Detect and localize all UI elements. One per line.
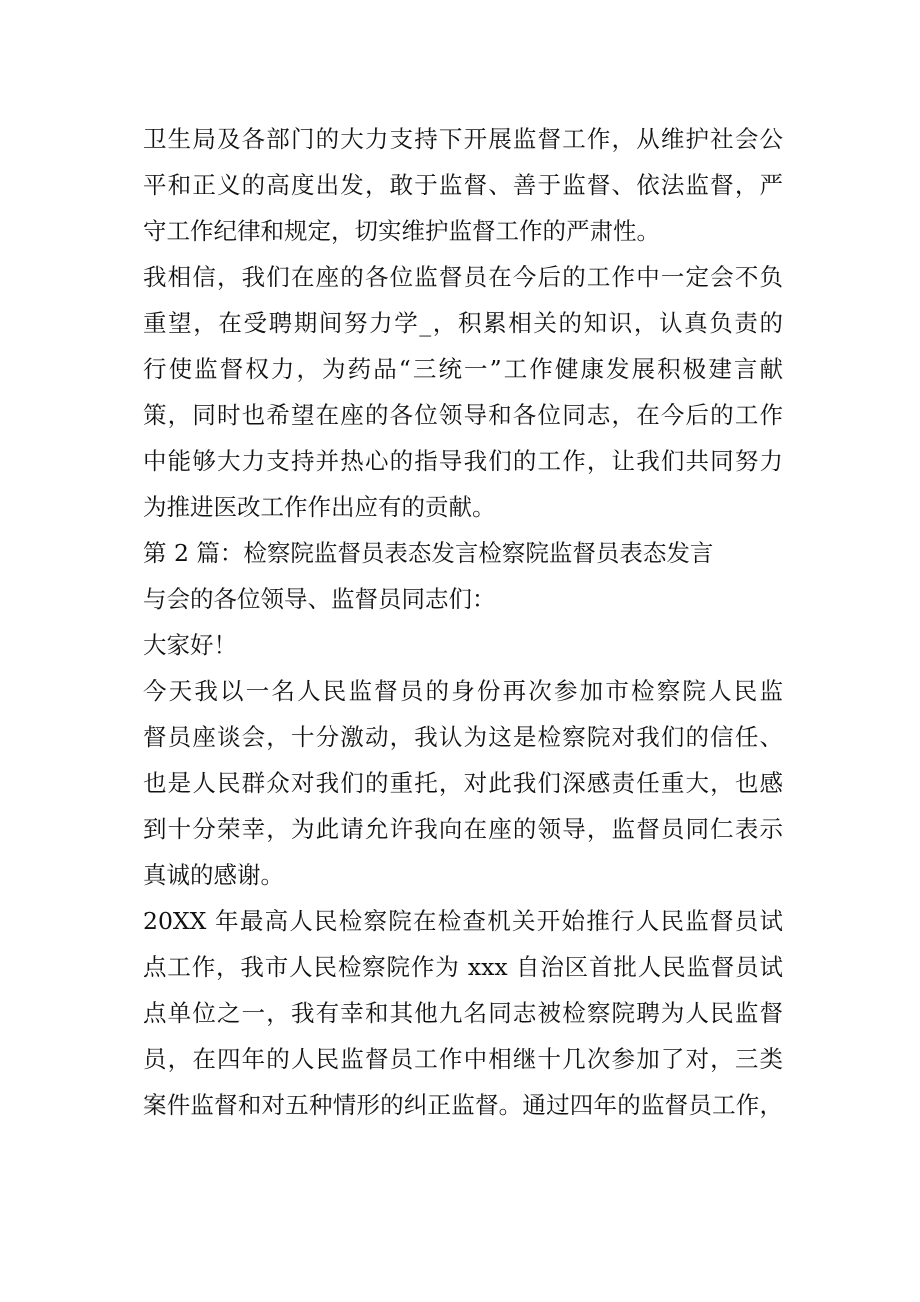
document-body [143,116,783,1128]
text-line: 中能够大力支持并热心的指导我们的工作，让我们共同努力 [143,447,783,475]
text-line: 到十分荣幸，为此请允许我向在座的领导，监督员同仁表示 [143,815,783,843]
text-line: 也是人民群众对我们的重托，对此我们深感责任重大，也感 [143,769,783,797]
text-line: 点工作，我市人民检察院作为 xxx 自治区首批人民监督员试 [143,953,783,981]
text-line: 案件监督和对五种情形的纠正监督。通过四年的监督员工作， [143,1091,783,1119]
text-line: 20XX 年最高人民检察院在检查机关开始推行人民监督员试 [143,907,783,935]
text-line: 平和正义的高度出发，敢于监督、善于监督、依法监督，严 [143,171,783,199]
section-heading: 第 2 篇：检察院监督员表态发言检察院监督员表态发言 [143,539,714,567]
text-line: 点单位之一，我有幸和其他九名同志被检察院聘为人民监督 [143,999,783,1027]
salutation: 与会的各位领导、监督员同志们： [143,585,496,613]
text-line: 真诚的感谢。 [143,861,284,889]
text-line: 守工作纪律和规定，切实维护监督工作的严肃性。 [143,217,660,245]
greeting: 大家好！ [143,631,237,659]
text-line: 员，在四年的人民监督员工作中相继十几次参加了对，三类 [143,1045,783,1073]
text-line: 卫生局及各部门的大力支持下开展监督工作，从维护社会公 [143,125,783,153]
text-line: 行使监督权力，为药品“三统一”工作健康发展积极建言献 [143,355,783,383]
text-line: 今天我以一名人民监督员的身份再次参加市检察院人民监 [143,677,783,705]
text-line: 为推进医改工作作出应有的贡献。 [143,493,496,521]
text-line: 我相信，我们在座的各位监督员在今后的工作中一定会不负 [143,263,783,291]
text-line: 督员座谈会，十分激动，我认为这是检察院对我们的信任、 [143,723,783,751]
text-line: 重望，在受聘期间努力学_，积累相关的知识，认真负责的 [143,309,783,337]
text-line: 策，同时也希望在座的各位领导和各位同志，在今后的工作 [143,401,783,429]
